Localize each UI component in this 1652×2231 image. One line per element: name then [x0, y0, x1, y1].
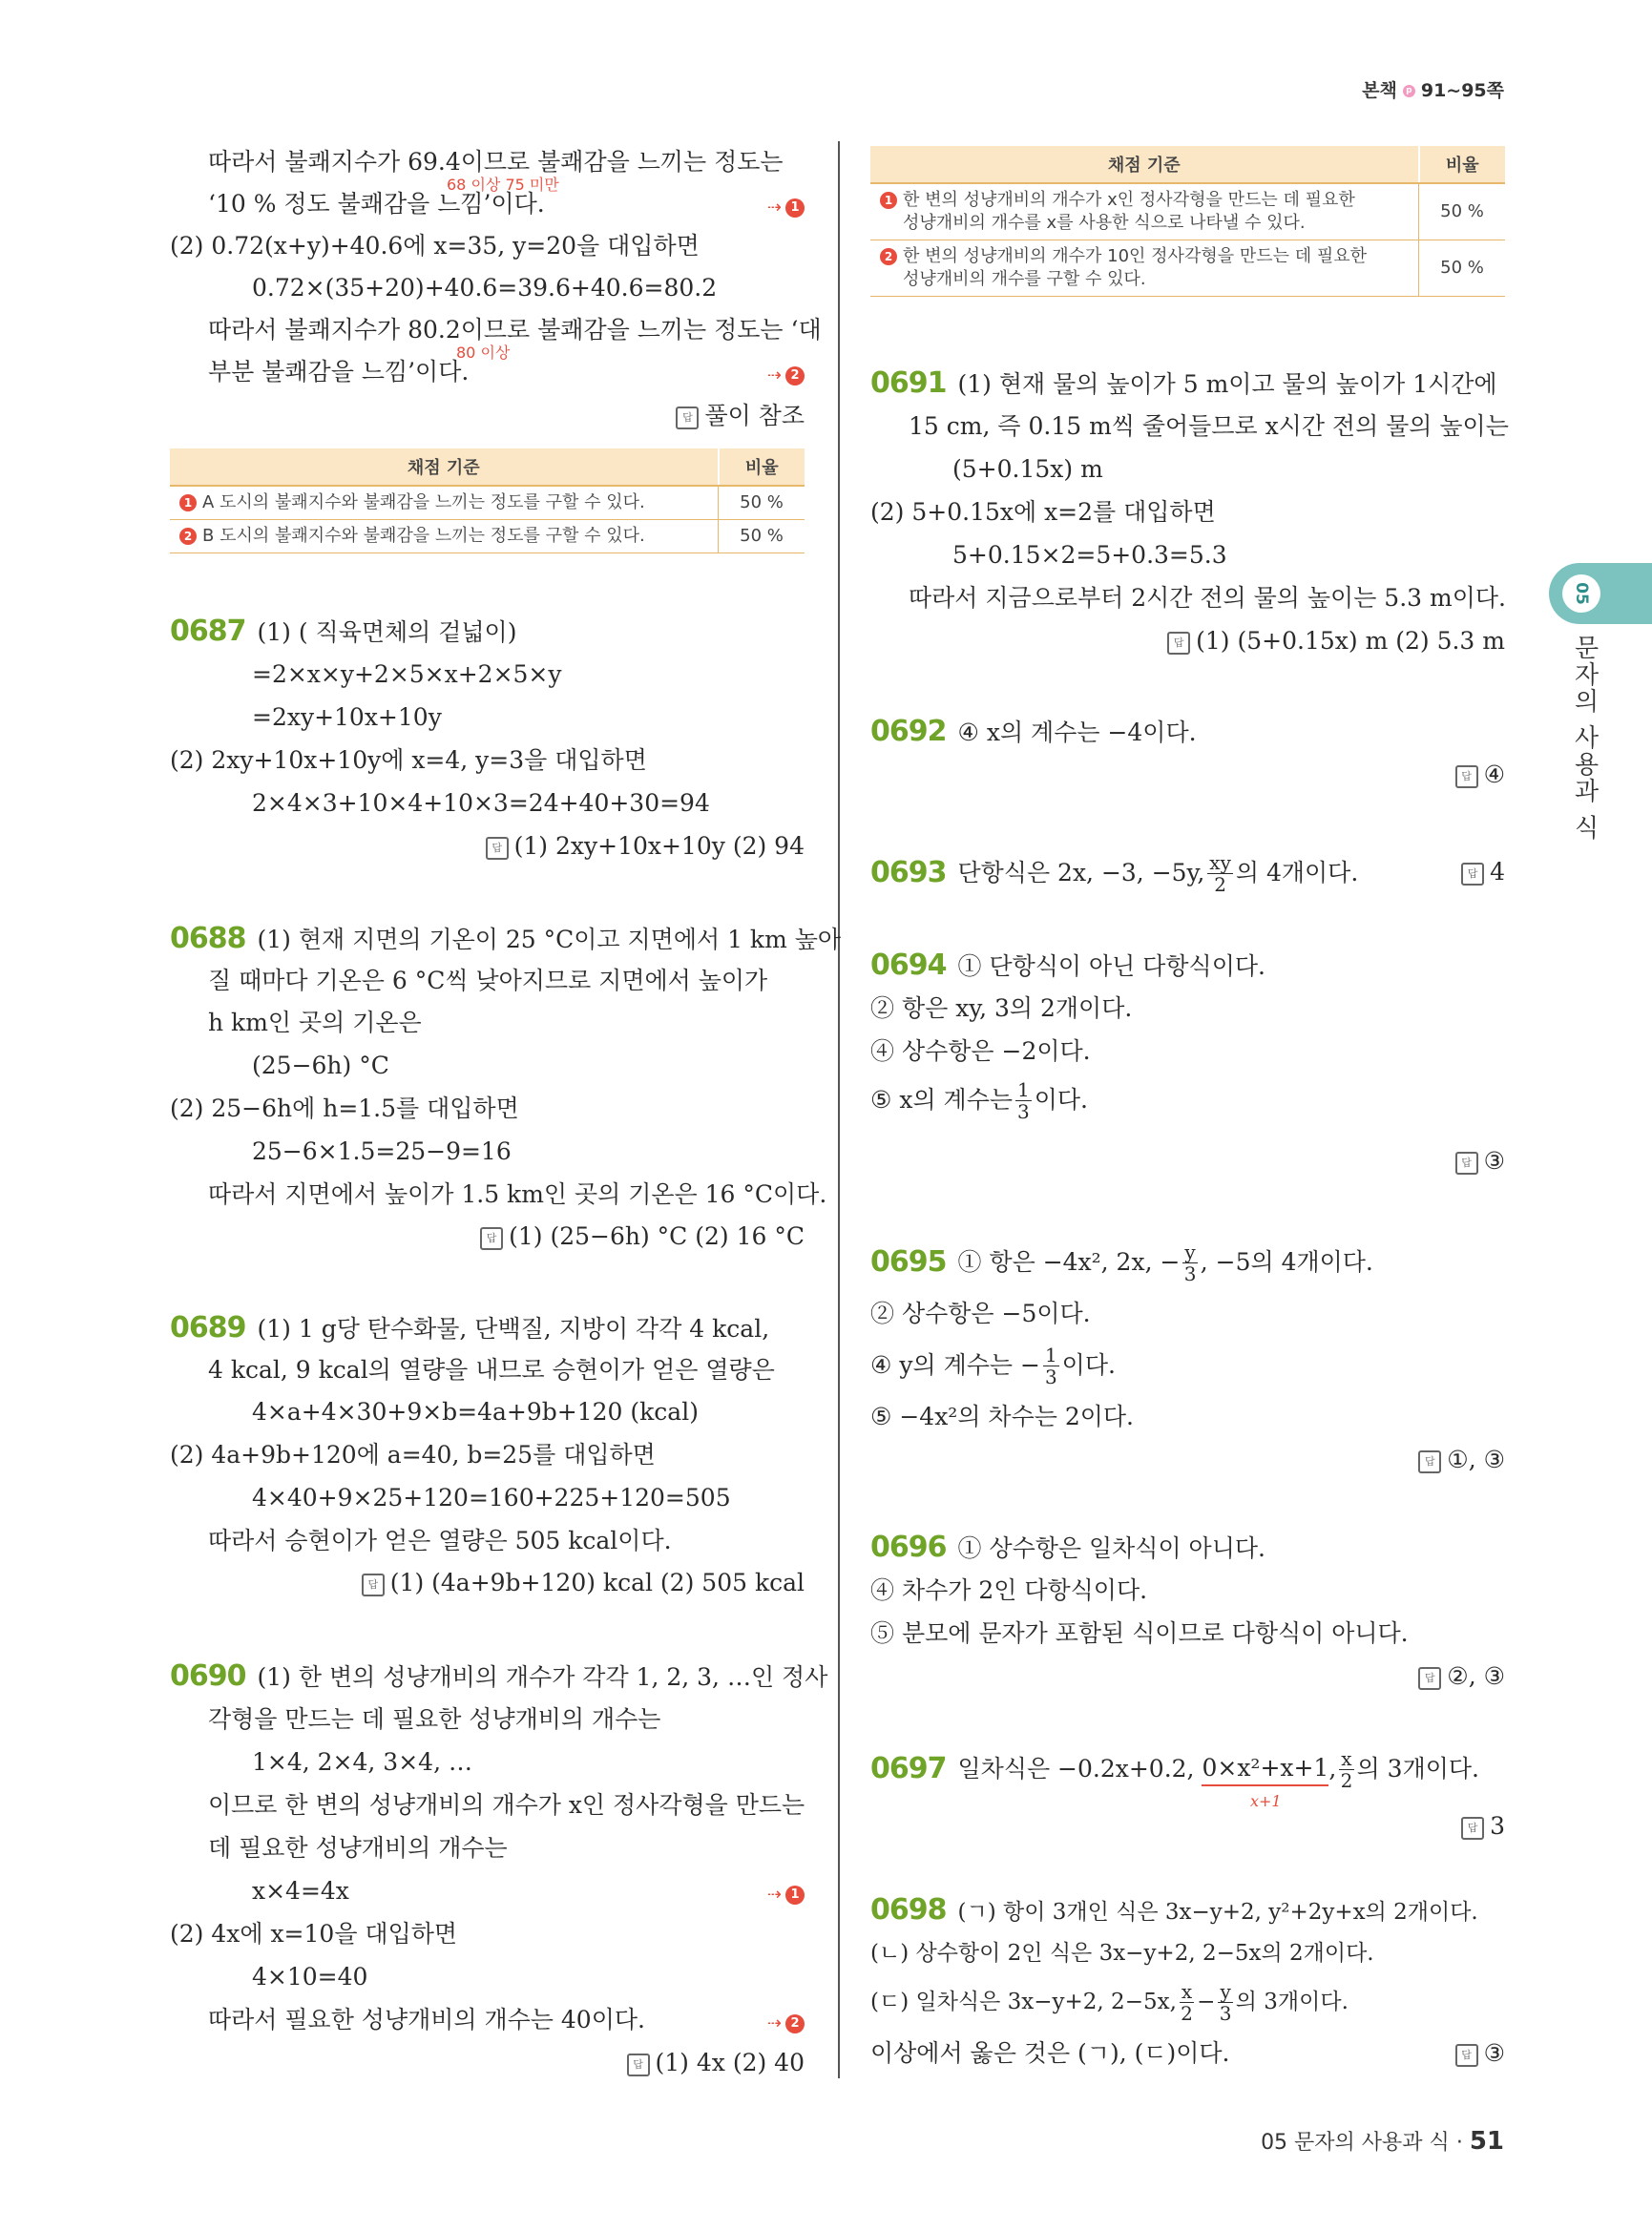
text-line: 부분 불쾌감을 느낌’이다.: [208, 358, 470, 386]
text-line: 따라서 지면에서 높이가 1.5 km인 곳의 기온은 16 °C이다.: [208, 1180, 827, 1208]
text-line: 4×40+9×25+120=160+225+120=505: [252, 1484, 731, 1512]
text: ① 항은 −4x², 2x, −: [957, 1248, 1181, 1276]
text-line: 5+0.15×2=5+0.3=5.3: [952, 541, 1227, 569]
step-marker: ⇢ 1: [767, 192, 805, 224]
criteria-number: 2: [179, 528, 197, 545]
table-row: [870, 183, 1505, 240]
problem-0696: [870, 1532, 1265, 1565]
chapter-tab-title: 문자의 사용과 식: [1570, 635, 1599, 842]
text-line: 따라서 필요한 성냥개비의 개수는 40이다.: [208, 2006, 645, 2033]
problem-number: 0693: [870, 856, 947, 889]
text-line: (ㄴ) 상수항이 2인 식은 3x−y+2, 2−5x의 2개이다.: [870, 1941, 1374, 1966]
answer-line: [676, 400, 805, 432]
problem-number: 0697: [870, 1752, 947, 1785]
text-line: (2) 4a+9b+120에 a=40, b=25를 대입하면: [170, 1441, 656, 1469]
text-line: 2×4×3+10×4+10×3=24+40+30=94: [252, 789, 710, 817]
fraction: [1182, 1241, 1197, 1284]
criteria-rate: 50 %: [1419, 183, 1506, 240]
text-line: 이상에서 옳은 것은 (ㄱ), (ㄷ)이다.: [870, 2039, 1230, 2067]
text-line: 0.72×(35+20)+40.6=39.6+40.6=80.2: [252, 274, 718, 302]
footer-chapter: 05 문자의 사용과 식: [1261, 2131, 1450, 2155]
text: ⑤ x의 계수는: [870, 1086, 1014, 1114]
problem-number: 0694: [870, 949, 947, 982]
text-line: (2) 2xy+10x+10y에 x=4, y=3을 대입하면: [170, 746, 647, 774]
fraction: [1043, 1345, 1059, 1387]
numerator: y: [1220, 1979, 1231, 2003]
text-line: (2) 25−6h에 h=1.5를 대입하면: [170, 1095, 519, 1122]
problem-number: 0687: [170, 615, 246, 648]
fraction: [1015, 1079, 1032, 1122]
criteria-number: 1: [179, 494, 197, 511]
answer-text: ④: [1483, 761, 1505, 788]
text-line: (5+0.15x) m: [952, 455, 1103, 483]
text: ① 상수항은 일차식이 아니다.: [957, 1534, 1265, 1562]
table-row: [170, 520, 805, 553]
text: 이다.: [1061, 1351, 1116, 1379]
answer-line: [1455, 2037, 1505, 2070]
text-line: ④ 차수가 2인 다항식이다.: [870, 1576, 1148, 1604]
problem-number: 0691: [870, 366, 947, 400]
text-line: 25−6×1.5=25−9=16: [252, 1137, 512, 1165]
criteria-text: 한 변의 성냥개비의 개수가 x인 정사각형을 만드는 데 필요한: [903, 190, 1355, 210]
text-line: x×4=4x: [252, 1877, 349, 1905]
text: 이다.: [1034, 1086, 1088, 1114]
answer-text: ①, ③: [1447, 1446, 1505, 1473]
text-line: (2) 4x에 x=10을 대입하면: [170, 1920, 458, 1948]
problem-0691: [870, 367, 1497, 401]
text: 의 3개이다.: [1356, 1755, 1479, 1783]
text-line: (25−6h) °C: [252, 1052, 389, 1079]
step-marker: ⇢ 2: [767, 360, 805, 392]
text-line: (2) 5+0.15x에 x=2를 대입하면: [870, 498, 1216, 526]
scoring-criteria-table: [170, 448, 805, 553]
denominator: 2: [1340, 1768, 1353, 1792]
answer-icon: 답: [676, 407, 699, 429]
text-line: h km인 곳의 기온은: [208, 1009, 422, 1036]
text: (1) 현재 물의 높이가 5 m이고 물의 높이가 1시간에: [957, 370, 1497, 398]
text: 의 4개이다.: [1235, 859, 1359, 886]
underlined-expression: 0×x²+x+1: [1202, 1752, 1328, 1786]
problem-number: 0690: [170, 1659, 246, 1693]
numerator: x: [1341, 1746, 1352, 1770]
fraction: [1207, 852, 1233, 895]
answer-icon: 답: [486, 837, 509, 860]
numerator: 1: [1017, 1077, 1030, 1101]
answer-line: [362, 1567, 805, 1599]
annotation-note: x+1: [1250, 1792, 1282, 1810]
criteria-rate: 50 %: [719, 520, 805, 553]
text-line: 따라서 지금으로부터 2시간 전의 물의 높이는 5.3 m이다.: [909, 584, 1506, 612]
text: (ㄷ) 일차식은 3x−y+2, 2−5x,: [870, 1990, 1177, 2014]
scoring-criteria-table: [870, 146, 1505, 297]
denominator: 3: [1017, 1099, 1030, 1123]
text: (ㄱ) 항이 3개인 식은 3x−y+2, y²+2y+x의 2개이다.: [957, 1900, 1478, 1925]
chapter-tab[interactable]: [1549, 563, 1652, 624]
problem-0689: [170, 1312, 769, 1345]
answer-text: (1) (4a+9b+120) kcal (2) 505 kcal: [389, 1569, 805, 1596]
text-line: ⑤ 분모에 문자가 포함된 식이므로 다항식이 아니다.: [870, 1619, 1409, 1647]
fraction: [1339, 1748, 1353, 1791]
answer-text: (1) (5+0.15x) m (2) 5.3 m: [1196, 627, 1505, 655]
numerator: xy: [1209, 850, 1231, 874]
text-line: (2) 0.72(x+y)+40.6에 x=35, y=20을 대입하면: [170, 232, 700, 260]
criteria-text: B 도시의 불쾌지수와 불쾌감을 느끼는 정도를 구할 수 있다.: [202, 526, 645, 546]
problem-number: 0698: [870, 1893, 947, 1927]
answer-text: (1) (25−6h) °C (2) 16 °C: [509, 1222, 805, 1250]
text: ④ y의 계수는 −: [870, 1351, 1040, 1379]
text-line: 4×a+4×30+9×b=4a+9b+120 (kcal): [252, 1398, 699, 1426]
numerator: y: [1184, 1240, 1196, 1263]
answer-line: [1461, 1810, 1505, 1843]
denominator: 3: [1219, 2001, 1232, 2025]
criteria-header: 채점 기준: [870, 146, 1419, 183]
header-book: 본책: [1362, 80, 1397, 101]
text: (1) ( 직육면체의 겉넓이): [257, 618, 517, 646]
criteria-text: A 도시의 불쾌지수와 불쾌감을 느끼는 정도를 구할 수 있다.: [202, 492, 645, 512]
denominator: 3: [1183, 1261, 1197, 1285]
text-line: ⑤ −4x²의 차수는 2이다.: [870, 1403, 1134, 1430]
problem-0687: [170, 615, 516, 649]
table-row: [170, 486, 805, 520]
answer-text: ②, ③: [1447, 1662, 1505, 1690]
answer-text: ③: [1483, 1147, 1505, 1175]
text-line: [870, 1339, 1116, 1392]
answer-line: [627, 2047, 805, 2079]
answer-line: [1167, 625, 1505, 657]
problem-0692: [870, 716, 1197, 749]
numerator: x: [1181, 1979, 1193, 2003]
text: ④ x의 계수는 −4이다.: [957, 719, 1197, 746]
criteria-text: 성냥개비의 개수를 구할 수 있다.: [903, 269, 1146, 289]
problem-number: 0695: [870, 1245, 947, 1279]
answer-icon: 답: [1418, 1450, 1441, 1473]
answer-text: 풀이 참조: [704, 402, 805, 429]
answer-icon: 답: [1418, 1667, 1441, 1690]
text-line: ④ 상수항은 −2이다.: [870, 1037, 1091, 1065]
text: (1) 1 g당 탄수화물, 단백질, 지방이 각각 4 kcal,: [257, 1315, 770, 1343]
answer-icon: 답: [1455, 2044, 1478, 2067]
text-line: ‘10 % 정도 불쾌감을 느낌’이다.: [208, 190, 545, 218]
answer-line: [1455, 759, 1505, 791]
text: −: [1197, 1990, 1216, 2014]
text-line: 1×4, 2×4, 3×4, …: [252, 1748, 472, 1776]
answer-text: (1) 4x (2) 40: [655, 2049, 805, 2076]
problem-number: 0689: [170, 1311, 246, 1345]
criteria-header: 채점 기준: [170, 448, 719, 486]
text-line: 따라서 불쾌지수가 80.2이므로 불쾌감을 느끼는 정도는 ‘대: [208, 316, 822, 344]
problem-0695: [870, 1236, 1373, 1289]
problem-number: 0696: [870, 1531, 947, 1564]
problem-number: 0688: [170, 922, 246, 955]
footer-separator: ·: [1455, 2131, 1463, 2155]
problem-0690: [170, 1660, 827, 1694]
criteria-rate: 50 %: [1419, 240, 1506, 297]
text-line: 4×10=40: [252, 1963, 368, 1991]
text-line: =2×x×y+2×5×x+2×5×y: [252, 660, 562, 688]
answer-icon: 답: [1455, 1152, 1478, 1175]
answer-text: ③: [1483, 2039, 1505, 2067]
criteria-text: 성냥개비의 개수를 x를 사용한 식으로 나타낼 수 있다.: [903, 213, 1306, 233]
answer-icon: 답: [1461, 1817, 1484, 1840]
denominator: 2: [1214, 872, 1226, 896]
problem-number: 0692: [870, 715, 947, 748]
criteria-number: 2: [880, 248, 897, 265]
answer-line: [1461, 856, 1505, 888]
denominator: 3: [1044, 1365, 1057, 1388]
answer-line: [480, 1220, 805, 1253]
problem-0693: [870, 844, 1358, 902]
rate-header: 비율: [1419, 146, 1506, 183]
answer-icon: 답: [627, 2054, 650, 2076]
answer-text: (1) 2xy+10x+10y (2) 94: [513, 832, 805, 860]
text: ,: [1328, 1755, 1337, 1783]
answer-line: [1418, 1444, 1505, 1476]
text: , −5의 4개이다.: [1200, 1248, 1373, 1276]
numerator: 1: [1044, 1343, 1057, 1366]
text-line: 각형을 만드는 데 필요한 성냥개비의 개수는: [208, 1705, 661, 1733]
text-line: 이므로 한 변의 성냥개비의 개수가 x인 정사각형을 만드는: [208, 1791, 805, 1819]
answer-line: [1418, 1660, 1505, 1693]
text: ① 단항식이 아닌 다항식이다.: [957, 952, 1265, 980]
problem-0694: [870, 949, 1265, 983]
text: 단항식은 2x, −3, −5y,: [957, 859, 1205, 886]
criteria-rate: 50 %: [719, 486, 805, 520]
text: 일차식은 −0.2x+0.2,: [957, 1755, 1195, 1783]
step-marker: ⇢ 1: [767, 1879, 805, 1911]
annotation-note: 80 이상: [456, 344, 511, 362]
text: 따라서 불쾌지수가 69.4이므로 불쾌감을 느끼는 정도는: [208, 148, 784, 176]
text-line: 따라서 승현이가 얻은 열량은 505 kcal이다.: [208, 1527, 672, 1554]
text: 의 3개이다.: [1235, 1990, 1349, 2014]
step-marker: ⇢ 2: [767, 2008, 805, 2040]
criteria-text: 한 변의 성냥개비의 개수가 10인 정사각형을 만드는 데 필요한: [903, 246, 1367, 266]
page-header: [1362, 76, 1504, 102]
problem-0698: [870, 1894, 1478, 1929]
page-number: 51: [1469, 2127, 1504, 2156]
page-footer: [1261, 2126, 1504, 2156]
answer-text: 3: [1490, 1812, 1505, 1840]
text-line: ② 항은 xy, 3의 2개이다.: [870, 994, 1133, 1022]
answer-icon: 답: [1167, 632, 1190, 655]
text-line: =2xy+10x+10y: [252, 703, 442, 731]
rate-header: 비율: [719, 448, 805, 486]
text-line: 질 때마다 기온은 6 °C씩 낮아지므로 지면에서 높이가: [208, 967, 768, 994]
circle-icon: p: [1403, 85, 1415, 97]
fraction: [1180, 1981, 1194, 2024]
answer-text: 4: [1490, 858, 1505, 886]
annotation-note: 68 이상 75 미만: [447, 176, 559, 194]
problem-0688: [170, 923, 841, 956]
table-row: [870, 240, 1505, 297]
text-line: 15 cm, 즉 0.15 m씩 줄어들므로 x시간 전의 물의 높이는: [909, 412, 1509, 440]
text-line: [870, 1975, 1349, 2029]
column-divider: [838, 141, 840, 2078]
answer-icon: 답: [1461, 863, 1484, 886]
denominator: 2: [1181, 2001, 1193, 2025]
chapter-number: 05: [1562, 574, 1600, 613]
text: (1) 현재 지면의 기온이 25 °C이고 지면에서 1 km 높아: [257, 926, 842, 953]
text-line: [870, 1074, 1088, 1127]
answer-icon: 답: [1455, 765, 1478, 788]
text-line: ② 상수항은 −5이다.: [870, 1300, 1091, 1327]
answer-icon: 답: [362, 1574, 385, 1596]
text: (1) 한 변의 성냥개비의 개수가 각각 1, 2, 3, …인 정사: [257, 1663, 828, 1691]
problem-0697: [870, 1741, 1479, 1797]
answer-icon: 답: [480, 1227, 503, 1250]
text-line: 4 kcal, 9 kcal의 열량을 내므로 승현이가 얻은 열량은: [208, 1356, 775, 1384]
answer-line: [1455, 1145, 1505, 1178]
fraction: [1218, 1981, 1232, 2024]
header-pages: 91~95쪽: [1420, 80, 1504, 101]
criteria-number: 1: [880, 192, 897, 209]
answer-line: [486, 830, 805, 863]
text-line: 데 필요한 성냥개비의 개수는: [208, 1834, 508, 1862]
